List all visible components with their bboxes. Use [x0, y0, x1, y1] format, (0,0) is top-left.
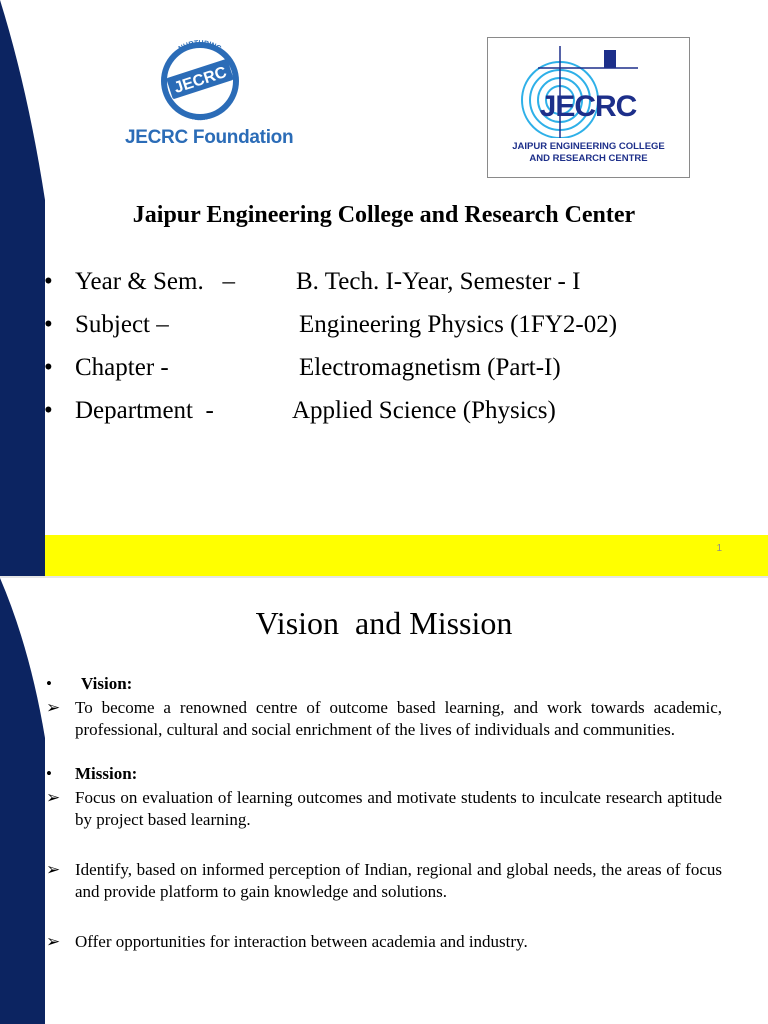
info-value: Applied Science (Physics): [292, 397, 556, 424]
vision-item: [46, 697, 722, 741]
info-label: Department -: [75, 397, 214, 424]
vision-heading-text: Vision:: [81, 674, 133, 693]
jecrc-college-logo: [487, 37, 690, 178]
mission-item: [46, 931, 722, 953]
slide-2: [0, 578, 768, 1024]
page-number: 1: [716, 543, 722, 554]
arrow-bullet-icon: ➢: [46, 932, 61, 951]
vision-heading: [46, 673, 722, 697]
bullet: •: [44, 397, 53, 424]
arrow-bullet-icon: ➢: [46, 860, 61, 879]
vision-item-text: To become a renowned centre of outcome based learning, and work towards academic, professional, cultural and social enrichment of the lives of individuals and communities.: [75, 698, 722, 739]
logo-arc-bottom-text: TALENT: [187, 114, 213, 123]
bullet: •: [44, 311, 53, 338]
info-label: Year & Sem. –: [75, 268, 235, 295]
slide-title: Vision and Mission: [255, 605, 513, 641]
info-value: B. Tech. I-Year, Semester - I: [296, 268, 581, 295]
info-label: Subject –: [75, 311, 169, 338]
info-label: Chapter -: [75, 354, 169, 381]
bullet: •: [44, 354, 53, 381]
jecrc-foundation-caption: JECRC Foundation: [125, 127, 294, 148]
arrow-bullet-icon: ➢: [46, 788, 61, 807]
navy-side-band: [0, 578, 50, 1024]
footer-bar: [45, 535, 768, 576]
mission-item-text: Identify, based on informed perception of Indian, regional and global needs, the areas of focus and provide platform to gain knowledge and solutions.: [75, 860, 722, 901]
info-value: Electromagnetism (Part-I): [299, 354, 561, 381]
vision-mission-content: [46, 673, 722, 953]
logo-subtitle: [488, 141, 689, 165]
info-value: Engineering Physics (1FY2-02): [299, 311, 618, 338]
mission-item: [46, 859, 722, 903]
mission-heading: [46, 763, 722, 787]
logo-mark-text: JECRC: [539, 90, 637, 123]
bullet: •: [44, 268, 53, 295]
bullet: •: [46, 674, 52, 693]
logo-arc-top-text: NURTURING: [177, 39, 223, 53]
college-title: Jaipur Engineering College and Research Center: [132, 202, 636, 228]
mission-item-text: Focus on evaluation of learning outcomes and motivate students to inculcate research aptitude by project based learning.: [75, 788, 722, 829]
bullet: •: [46, 764, 52, 783]
arrow-bullet-icon: ➢: [46, 698, 61, 717]
mission-item: [46, 787, 722, 831]
logo-badge-text: JECRC: [172, 63, 229, 97]
jecrc-rings-mark: [488, 38, 689, 138]
navy-side-band: [0, 0, 50, 578]
logo-subtitle-line-2: AND RESEARCH CENTRE: [529, 153, 648, 164]
mission-heading-text: Mission:: [75, 764, 138, 783]
logo-subtitle-line-1: JAIPUR ENGINEERING COLLEGE: [512, 141, 665, 152]
mission-item-text: Offer opportunities for interaction between academia and industry.: [75, 932, 528, 951]
